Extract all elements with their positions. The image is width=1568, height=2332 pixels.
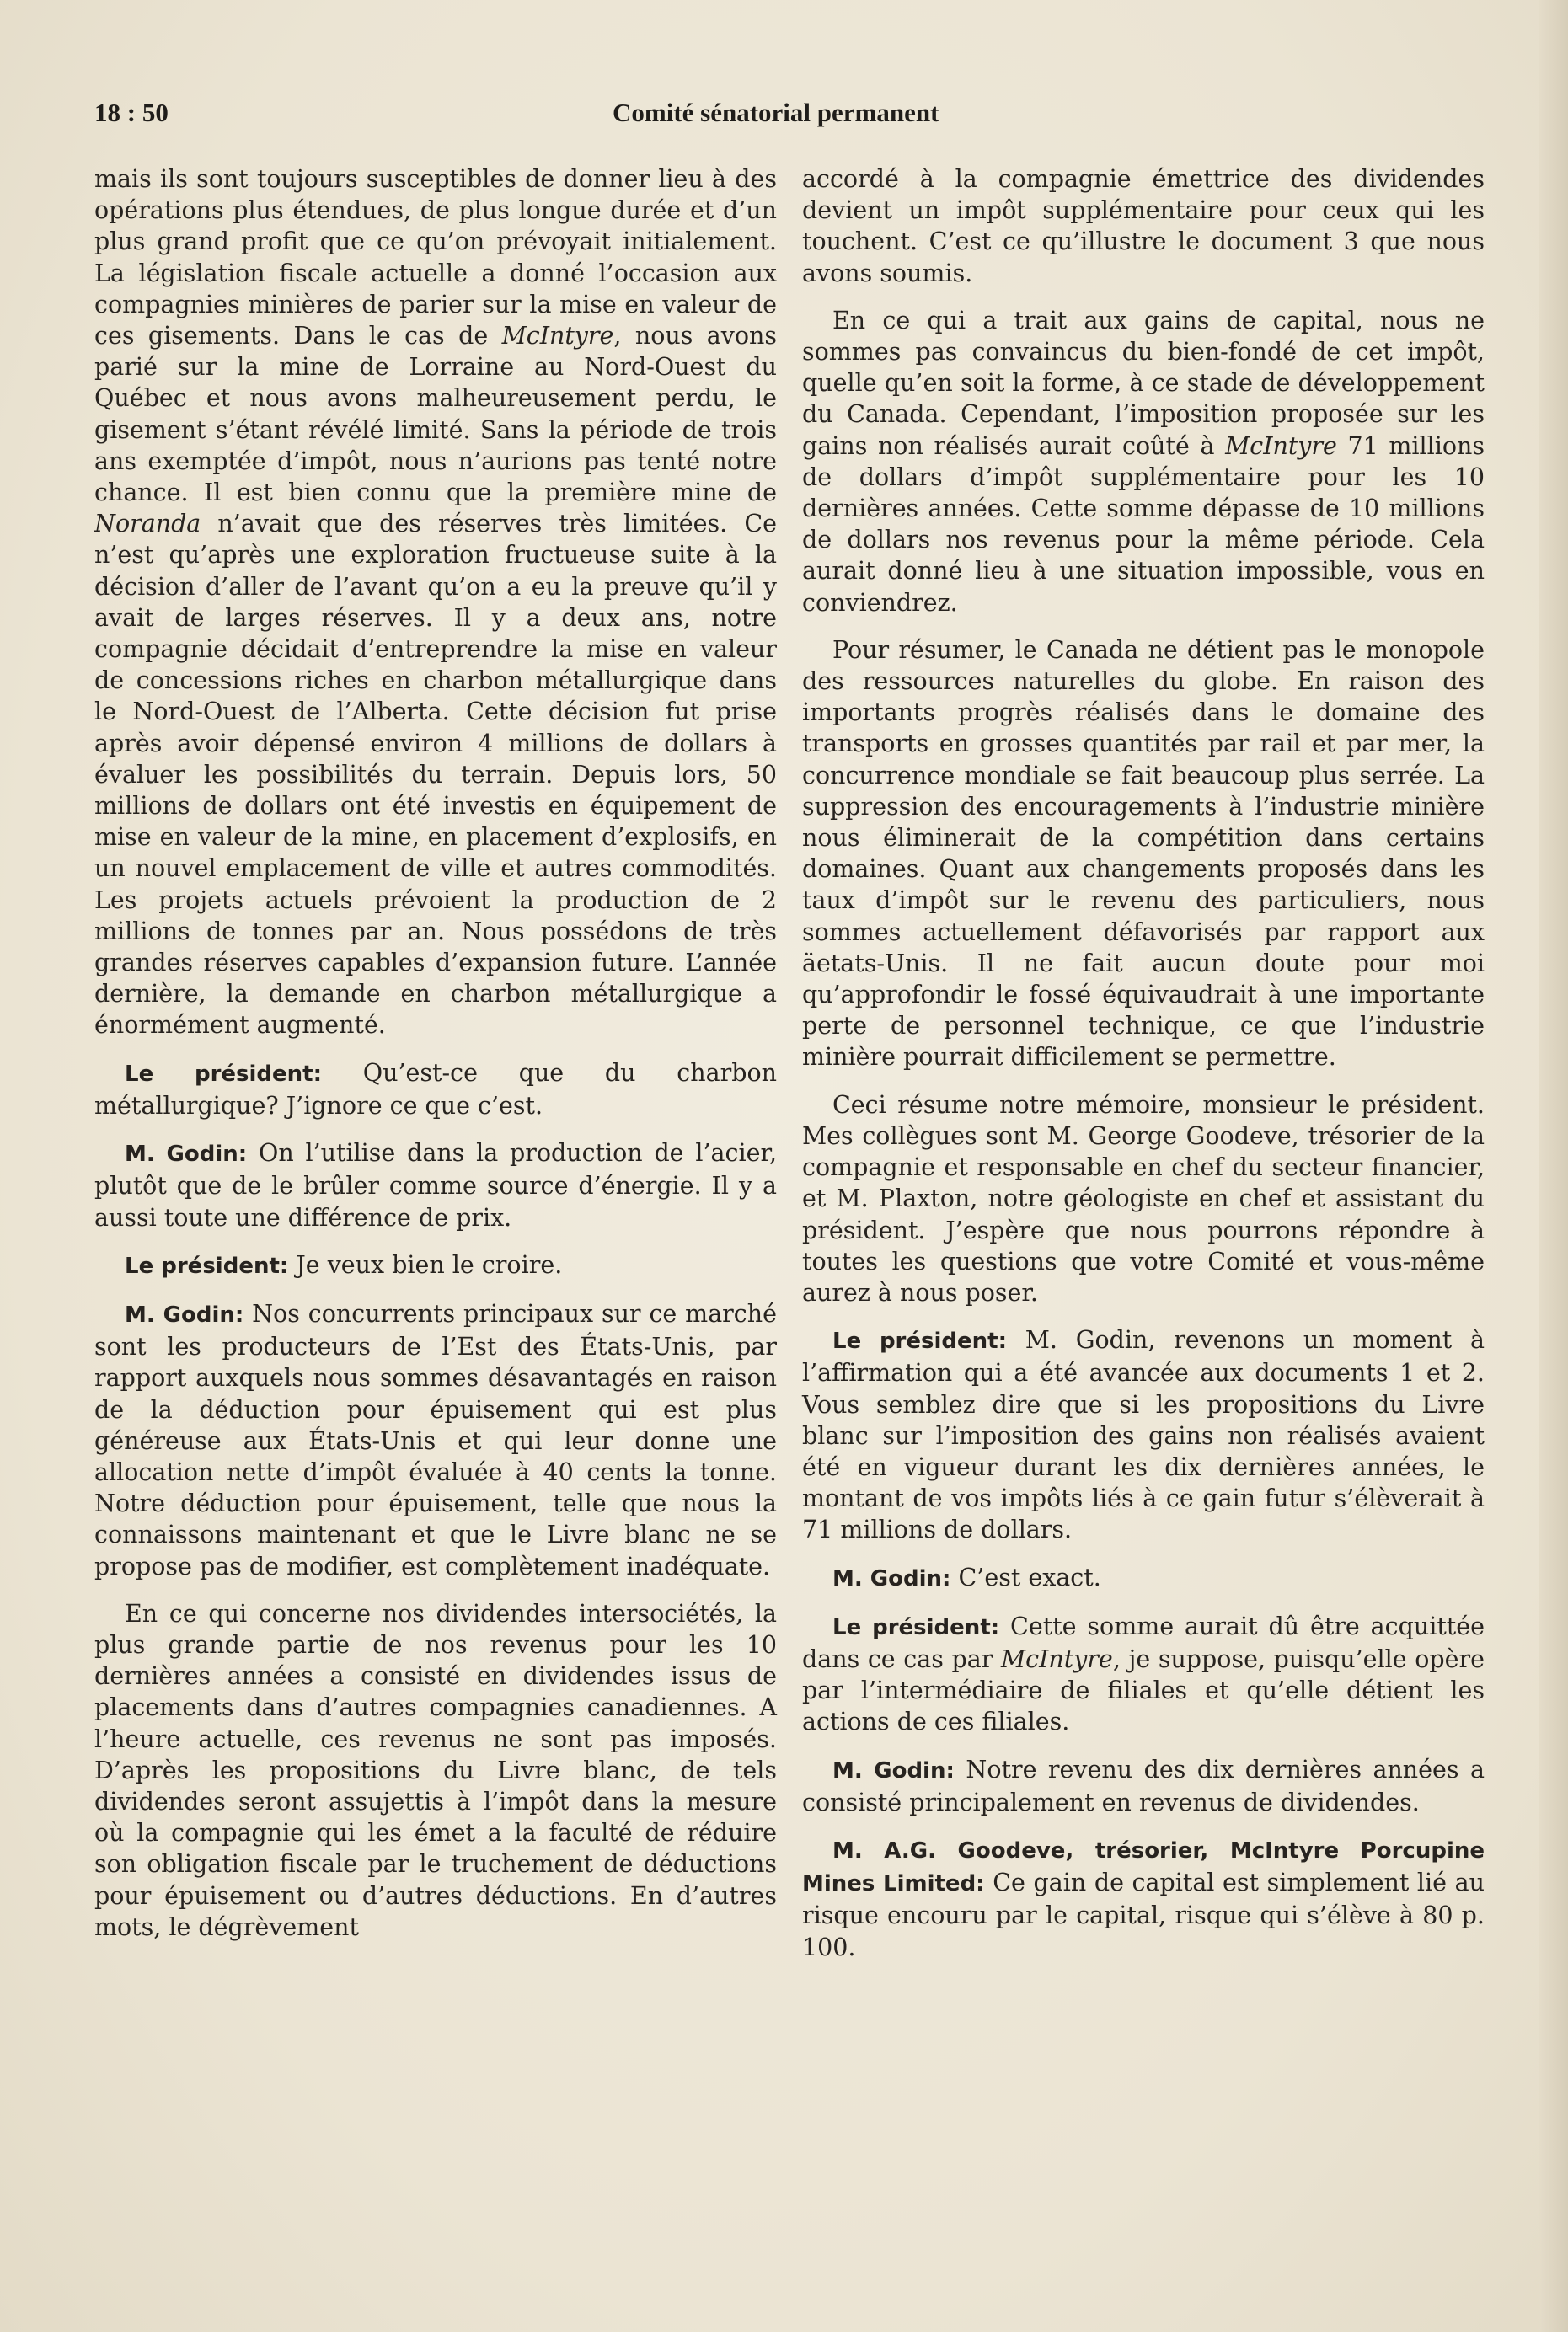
italic-run: Noranda <box>94 510 201 538</box>
speech-paragraph <box>802 1562 1485 1595</box>
text-run: Cette somme aurait dû être acquittée dans ce cas par <box>802 1612 1485 1673</box>
paragraph: Ceci résume notre mémoire, monsieur le président. Mes collègues sont M. George Goodeve, trésorier de la compagnie et responsable en chef du secteur financier, et M. Plaxton, notre géologiste en chef et assistant du président. J’espère que nous pourrons répondre à toutes les questions que votre Comité et vous-même aurez à nous poser. <box>802 1090 1485 1307</box>
paragraph <box>94 163 777 1041</box>
page-header <box>94 98 1468 142</box>
text-run: En ce qui a trait aux gains de capital, nous ne sommes pas convaincus du bien-fondé de cet impôt, quelle qu’en soit la forme, à ce stade de développement du Canada. Cependant, l’imposition proposée sur les gains non réalisés aurait coûté à <box>802 306 1485 460</box>
speaker-label: M. Godin: <box>832 1757 955 1784</box>
text-run: Notre revenu des dix dernières années a consisté principalement en revenus de dividendes. <box>802 1755 1485 1816</box>
text-run: , nous avons parié sur la mine de Lorraine au Nord-Ouest du Québec et nous avons malheureusement perdu, le gisement s’étant révélé limité. Sans la période de trois ans exemptée d’impôt, nous n’aurions pas tenté notre chance. Il est bien connu que la première mine de <box>94 322 777 507</box>
speaker-label: M. Godin: <box>125 1142 248 1168</box>
page-folio: 18 : 50 <box>94 98 169 127</box>
speaker-label: M. A.G. Goodeve, trésorier, McIntyre Porcupine Mines Limited: <box>802 1837 1485 1897</box>
text-run: C’est exact. <box>950 1563 1101 1591</box>
italic-run: McIntyre <box>501 322 614 350</box>
text-run: n’avait que des réserves très limitées. Ce n’est qu’après une exploration fructueuse suite à la décision d’aller de l’avant qu’on a eu la preuve qu’il y avait de larges réserves. Il y a deux ans, notre compagnie décidait d’entreprendre la mise en valeur de concessions riches en charbon métallurgique dans le Nord-Ouest de l’Alberta. Cette décision fut prise après avoir dépensé environ 4 millions de dollars à évaluer les possibilités du terrain. Depuis lors, 50 millions de dollars ont été investis en équipement de mise en valeur de la mine, en placement d’explosifs, en un nouvel emplacement de ville et autres commodités. Les projets actuels prévoient la production de 2 millions de tonnes par an. Nous possédons de très grandes réserves capables d’expansion future. L’année dernière, la demande en charbon métallurgique a énormément augmenté. <box>94 510 777 1040</box>
speech-paragraph <box>802 1324 1485 1545</box>
text-run: , je suppose, puisqu’elle opère par l’intermédiaire de filiales et qu’elle détient les actions de ces filiales. <box>802 1645 1485 1736</box>
left-column <box>94 163 777 1959</box>
paragraph <box>802 305 1485 618</box>
running-title: Comité sénatorial permanent <box>613 98 939 127</box>
right-column <box>802 163 1485 1979</box>
text-run: On l’utilise dans la production de l’acier, plutôt que de le brûler comme source d’énergie. Il y a aussi toute une différence de prix. <box>94 1139 778 1232</box>
paragraph: Pour résumer, le Canada ne détient pas le monopole des ressources naturelles du globe. En raison des importants progrès réalisés dans le domaine des transports en grosses quantités par rail et par mer, la concurrence mondiale se fait beaucoup plus serrée. La suppression des encouragements à l’industrie minière nous éliminerait de la compétition dans certains domaines. Quant aux changements proposés dans les taux d’impôt sur le revenu des particuliers, nous sommes actuellement défavorisés par rapport aux äetats-Unis. Il ne fait aucun doute pour moi qu’approfondir le fossé équivaudrait à une importante perte de personnel technique, ce que l’industrie minière pourrait difficilement se permettre. <box>802 635 1485 1072</box>
speaker-label: Le président: <box>832 1329 1007 1355</box>
speech-paragraph <box>94 1057 777 1121</box>
speech-paragraph <box>802 1834 1485 1963</box>
text-run: Nos concurrents principaux sur ce marché sont les producteurs de l’Est des États-Unis, par rapport auxquels nous sommes désavantagés en raison de la déduction pour épuisement qui est plus généreuse aux États-Unis et qui leur donne une allocation nette d’impôt évaluée à 40 cents la tonne. Notre déduction pour épuisement, telle que nous la connaissons maintenant et que le Livre blanc ne se propose pas de modifier, est complètement inadéquate. <box>94 1299 777 1581</box>
text-run: M. Godin, revenons un moment à l’affirmation qui a été avancée aux documents 1 et 2. Vous semblez dire que si les propositions du Livre blanc sur l’imposition des gains non réalisés avaient été en vigueur durant les dix dernières années, le montant de vos impôts liés à ce gain futur s’élèverait à 71 millions de dollars. <box>802 1326 1485 1544</box>
speech-paragraph <box>94 1298 777 1582</box>
speech-paragraph <box>94 1249 777 1282</box>
italic-run: McIntyre <box>1001 1645 1113 1673</box>
text-run: Ce gain de capital est simplement lié au risque encouru par le capital, risque qui s’élève à 80 p. 100. <box>802 1869 1485 1961</box>
italic-run: McIntyre <box>1225 431 1337 460</box>
paragraph: En ce qui concerne nos dividendes intersociétés, la plus grande partie de nos revenus pour les 10 dernières années a consisté en dividendes issus de placements dans d’autres compagnies canadiennes. A l’heure actuelle, ces revenus ne sont pas imposés. D’après les propositions du Livre blanc, de tels dividendes seront assujettis à l’impôt dans la mesure où la compagnie qui les émet a la faculté de réduire son obligation fiscale par le truchement de déductions pour épuisement ou d’autres déductions. En d’autres mots, le dégrèvement <box>94 1599 777 1941</box>
speaker-label: M. Godin: <box>125 1302 244 1328</box>
speaker-label: M. Godin: <box>832 1565 951 1591</box>
speaker-label: Le président: <box>125 1253 289 1279</box>
speaker-label: Le président: <box>125 1061 322 1087</box>
speaker-label: Le président: <box>832 1614 1000 1640</box>
text-run: 71 millions de dollars d’impôt supplémentaire pour les 10 dernières années. Cette somme dépasse de 10 millions de dollars nos revenus pour la même période. Cela aurait donné lieu à une situation impossible, vous en conviendrez. <box>802 431 1485 617</box>
text-run: Qu’est-ce que du charbon métallurgique? J’ignore ce que c’est. <box>94 1058 777 1120</box>
speech-paragraph <box>802 1754 1485 1818</box>
text-run: mais ils sont toujours susceptibles de donner lieu à des opérations plus étendues, de plus longue durée et d’un plus grand profit que ce qu’on prévoyait initialement. La législation fiscale actuelle a donné l’occasion aux compagnies minières de parier sur la mise en valeur de ces gisements. Dans le cas de <box>94 165 777 350</box>
speech-paragraph <box>802 1611 1485 1738</box>
paragraph: accordé à la compagnie émettrice des dividendes devient un impôt supplémentaire pour ceux qui les touchent. C’est ce qu’illustre le document 3 que nous avons soumis. <box>802 165 1485 287</box>
text-run: Je veux bien le croire. <box>288 1250 563 1279</box>
speech-paragraph <box>94 1137 777 1233</box>
page-spine-shadow <box>1539 0 1568 2332</box>
